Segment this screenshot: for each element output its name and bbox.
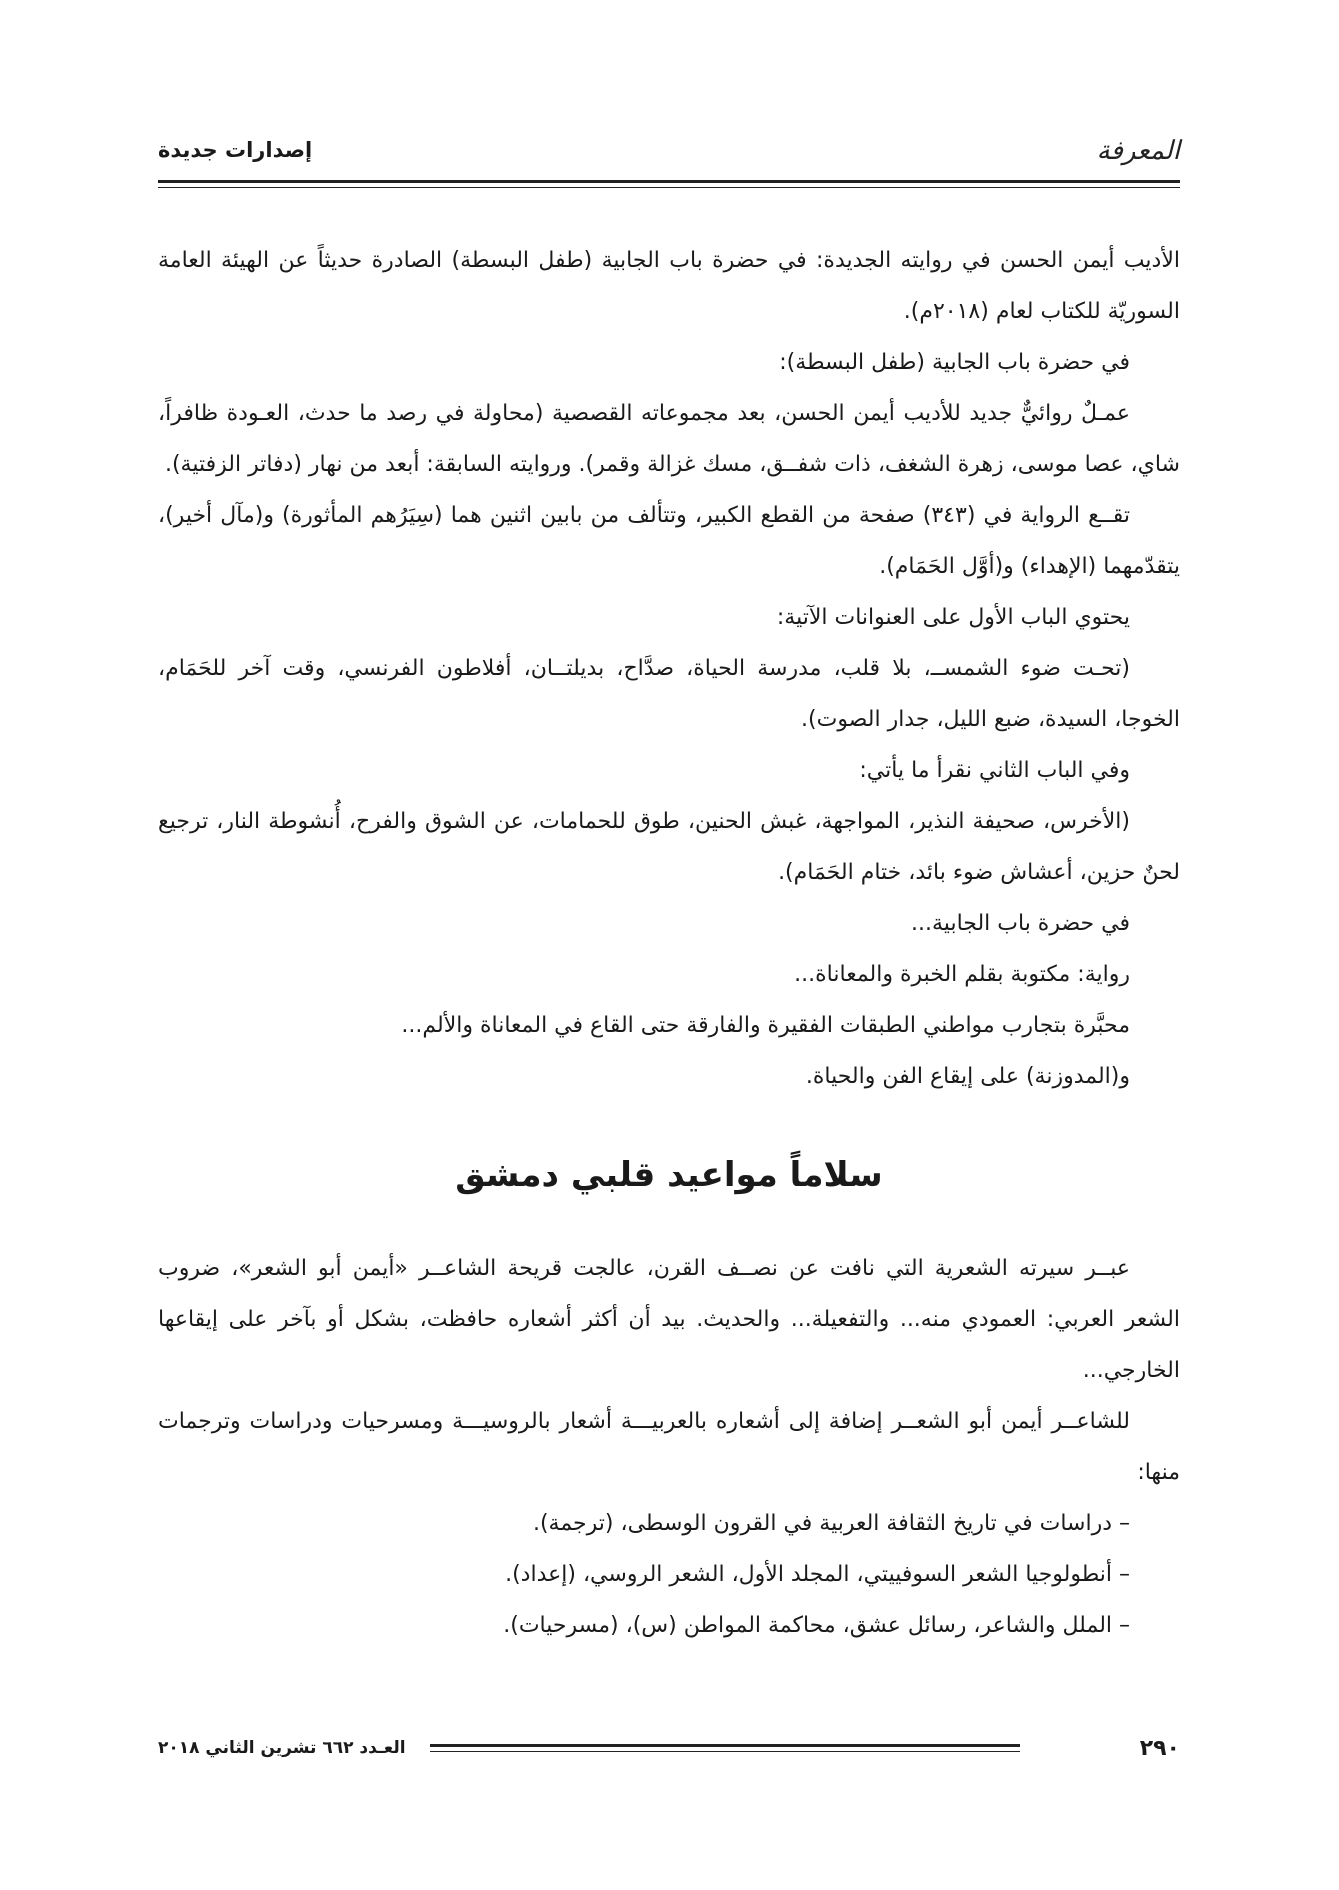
paragraph: الأديب أيمن الحسن في روايته الجديدة: في حضرة باب الجابية (طفل البسطة) الصادرة حديثاً عن الهيئة العامة السوريّة للكتاب لعام (٢٠١٨م).: [158, 248, 1180, 324]
paragraph: عبــر سيرته الشعرية التي نافت عن نصــف القرن، عالجت قريحة الشاعــر «أيمن أبو الشعر»، ضروب الشعر العربي: العمودي منه... والتفعيلة... والحديث. بيد أن أكثر أشعاره حافظت، بشكل أو بآخر على إيقاعها الخارجي...: [158, 1256, 1180, 1383]
paragraph: رواية: مكتوبة بقلم الخبرة والمعاناة...: [794, 962, 1130, 987]
issue-info: العـدد ٦٦٢ تشرين الثاني ٢٠١٨: [158, 1738, 406, 1758]
header-rule-thick: [158, 180, 1180, 183]
section-title: إصدارات جديدة: [158, 138, 313, 162]
list-item: – الملل والشاعر، رسائل عشق، محاكمة المواطن (س)، (مسرحيات).: [503, 1613, 1130, 1638]
paragraph: محبَّرة بتجارب مواطني الطبقات الفقيرة والفارقة حتى القاع في المعاناة والألم...: [401, 1013, 1130, 1038]
footer-rule: [430, 1744, 1020, 1752]
page-footer: [158, 1736, 1180, 1766]
article-title: سلاماً مواعيد قلبي دمشق: [455, 1155, 883, 1195]
list-item: – أنطولوجيا الشعر السوفييتي، المجلد الأول، الشعر الروسي، (إعداد).: [505, 1562, 1130, 1587]
paragraph: يحتوي الباب الأول على العنوانات الآتية:: [776, 605, 1130, 630]
magazine-logo: المعرفة: [1096, 136, 1180, 166]
article-title-block: [158, 1150, 1180, 1205]
paragraph: عمـلٌ روائيٌّ جديد للأديب أيمن الحسن، بعد مجموعاته القصصية (محاولة في رصد ما حدث، العـودة ظافراً، شاي، عصا موسى، زهرة الشغف، ذات شفــق، مسك غزالة وقمر). وروايته السابقة: أبعد من نهار (دفاتر الزفتية).: [158, 401, 1180, 477]
paragraph: تقــع الرواية في (٣٤٣) صفحة من القطع الكبير، وتتألف من بابين اثنين هما (سِيَرُهم المأثورة) و(مآل أخير)، يتقدّمهما (الإهداء) و(أوَّل الحَمَام).: [158, 503, 1180, 579]
header-rule-thin: [158, 187, 1180, 188]
paragraph: و(المدوزنة) على إيقاع الفن والحياة.: [805, 1064, 1130, 1089]
paragraph: في حضرة باب الجابية (طفل البسطة):: [779, 350, 1130, 375]
paragraph: (الأخرس، صحيفة النذير، المواجهة، غبش الحنين، طوق للحمامات، عن الشوق والفرح، أُنشوطة النار، ترجيع لحنٌ حزين، أعشاش ضوء بائد، ختام الحَمَام).: [158, 809, 1180, 885]
paragraph: (تحـت ضوء الشمســ، بلا قلب، مدرسة الحياة، صدَّاح، بديلتــان، أفلاطون الفرنسي، وقت آخر للحَمَام، الخوجا، السيدة، ضبع الليل، جدار الصوت).: [158, 656, 1180, 732]
page-number: ٢٩٠: [1139, 1736, 1180, 1761]
paragraph: للشاعــر أيمن أبو الشعــر إضافة إلى أشعاره بالعربيـــة أشعار بالروسيـــة ومسرحيات ودراسات وترجمات منها:: [158, 1409, 1180, 1485]
page-header: [158, 128, 1180, 198]
paragraph: في حضرة باب الجابية...: [911, 911, 1130, 936]
paragraph: وفي الباب الثاني نقرأ ما يأتي:: [859, 758, 1130, 783]
list-item: – دراسات في تاريخ الثقافة العربية في القرون الوسطى، (ترجمة).: [532, 1511, 1130, 1536]
article-body: [158, 235, 1180, 1651]
